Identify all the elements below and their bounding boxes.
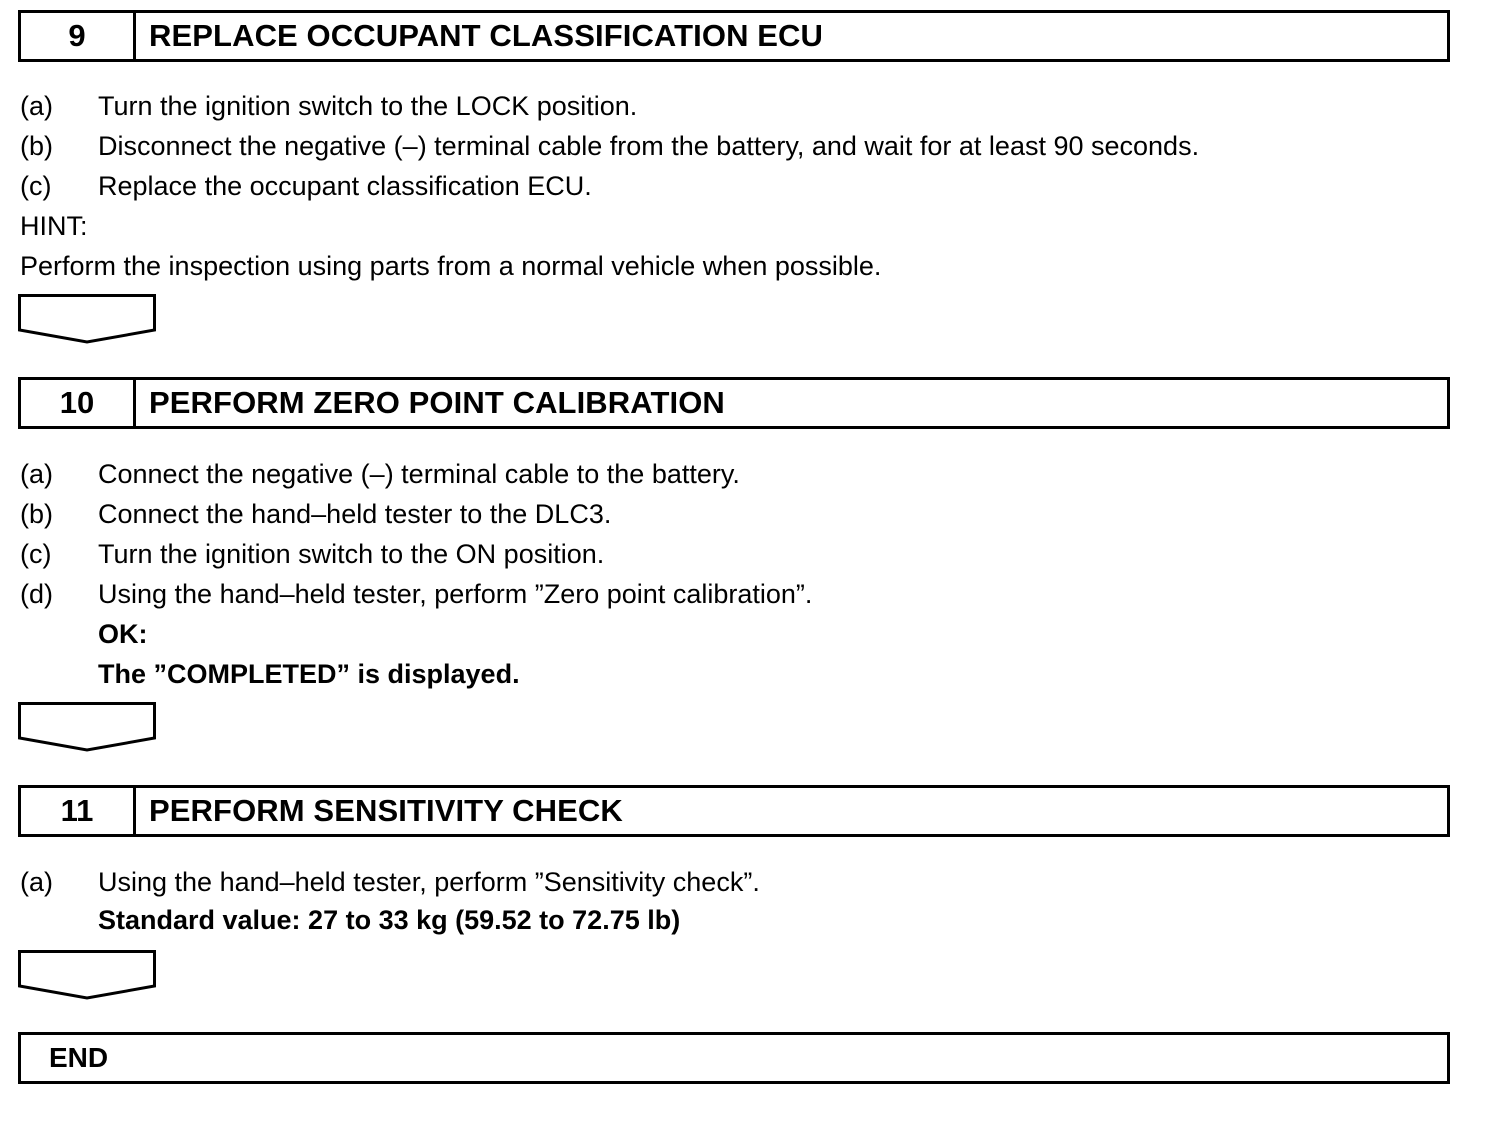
instruction-line bbox=[20, 578, 812, 610]
item-label: (c) bbox=[20, 171, 52, 201]
instruction-line bbox=[20, 170, 592, 202]
item-text: Using the hand–held tester, perform ”Sensitivity check”. bbox=[98, 867, 760, 897]
item-text: Connect the negative (–) terminal cable to the battery. bbox=[98, 459, 740, 489]
standard-value: Standard value: 27 to 33 kg (59.52 to 72.75 lb) bbox=[98, 905, 681, 935]
step-11-header bbox=[18, 785, 1450, 837]
instruction-line bbox=[20, 458, 740, 490]
instruction-line bbox=[20, 90, 637, 122]
next-step-arrow-icon bbox=[18, 950, 156, 1000]
item-label: (a) bbox=[20, 459, 53, 489]
instruction-line bbox=[20, 538, 604, 570]
end-box: END bbox=[18, 1032, 1450, 1084]
step-title: PERFORM SENSITIVITY CHECK bbox=[149, 793, 623, 828]
item-label: (b) bbox=[20, 131, 53, 161]
ok-label: OK: bbox=[98, 619, 148, 649]
item-text: Disconnect the negative (–) terminal cable from the battery, and wait for at least 90 seconds. bbox=[98, 131, 1200, 161]
next-step-arrow-icon bbox=[18, 702, 156, 752]
instruction-line bbox=[20, 866, 760, 898]
step-number: 11 bbox=[21, 788, 136, 834]
item-text: Using the hand–held tester, perform ”Zero point calibration”. bbox=[98, 579, 813, 609]
item-text: Turn the ignition switch to the ON position. bbox=[98, 539, 605, 569]
instruction-line bbox=[20, 130, 1199, 162]
step-10-header bbox=[18, 377, 1450, 429]
step-number: 9 bbox=[21, 13, 136, 59]
hint-text: Perform the inspection using parts from a normal vehicle when possible. bbox=[20, 251, 882, 281]
item-text: Replace the occupant classification ECU. bbox=[98, 171, 592, 201]
step-title: PERFORM ZERO POINT CALIBRATION bbox=[149, 385, 725, 420]
instruction-line bbox=[20, 498, 611, 530]
ok-criteria: The ”COMPLETED” is displayed. bbox=[98, 659, 520, 689]
next-step-arrow-icon bbox=[18, 294, 156, 344]
item-label: (d) bbox=[20, 579, 53, 609]
item-label: (c) bbox=[20, 539, 52, 569]
hint-label: HINT: bbox=[20, 211, 88, 241]
step-9-header bbox=[18, 10, 1450, 62]
item-label: (a) bbox=[20, 867, 53, 897]
item-text: Turn the ignition switch to the LOCK position. bbox=[98, 91, 638, 121]
item-text: Connect the hand–held tester to the DLC3. bbox=[98, 499, 612, 529]
step-title: REPLACE OCCUPANT CLASSIFICATION ECU bbox=[149, 18, 824, 53]
item-label: (b) bbox=[20, 499, 53, 529]
step-number: 10 bbox=[21, 380, 136, 426]
item-label: (a) bbox=[20, 91, 53, 121]
